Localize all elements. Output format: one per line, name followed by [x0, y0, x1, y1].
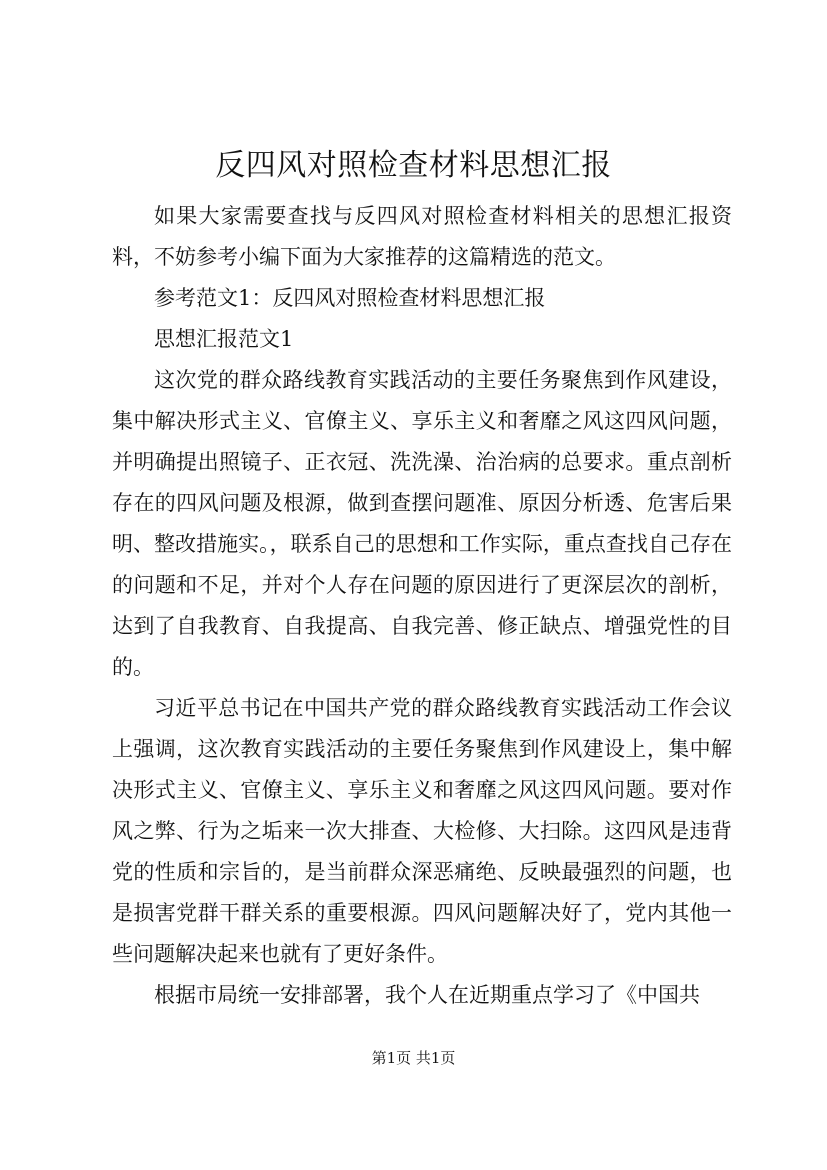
sample-heading: 参考范文1：反四风对照检查材料思想汇报 — [154, 286, 546, 310]
body-paragraph-1: 这次党的群众路线教育实践活动的主要任务聚焦到作风建设，集中解决形式主义、官僚主义、享乐主义和奢靡之风这四风问题，并明确提出照镜子、正衣冠、洗洗澡、治治病的总要求。重点剖析存在的四风问题及根源，做到查摆问题准、原因分析透、危害后果明、整改措施实。，联系自己的思想和工作实际，重点查找自己存在的问题和不足，并对个人存在问题的原因进行了更深层次的剖析，达到了自我教育、自我提高、自我完善、修正缺点、增强党性的目的。 — [112, 368, 732, 679]
page-number-footer: 第1页 共1页 — [371, 1049, 456, 1067]
document-title: 反四风对照检查材料思想汇报 — [215, 148, 612, 183]
body-paragraph-3: 根据市局统一安排部署，我个人在近期重点学习了《中国共 — [154, 983, 700, 1007]
intro-paragraph: 如果大家需要查找与反四风对照检查材料相关的思想汇报资料，不妨参考小编下面为大家推荐的这篇精选的范文。 — [112, 204, 732, 269]
body-paragraph-2: 习近平总书记在中国共产党的群众路线教育实践活动工作会议上强调，这次教育实践活动的主要任务聚焦到作风建设上，集中解决形式主义、官僚主义、享乐主义和奢靡之风这四风问题。要对作风之弊、行为之垢来一次大排查、大检修、大扫除。这四风是违背党的性质和宗旨的，是当前群众深恶痛绝、反映最强烈的问题，也是损害党群干群关系的重要根源。四风问题解决好了，党内其他一些问题解决起来也就有了更好条件。 — [112, 696, 732, 966]
document-body — [112, 196, 732, 1016]
sample-subheading: 思想汇报范文1 — [154, 327, 294, 351]
